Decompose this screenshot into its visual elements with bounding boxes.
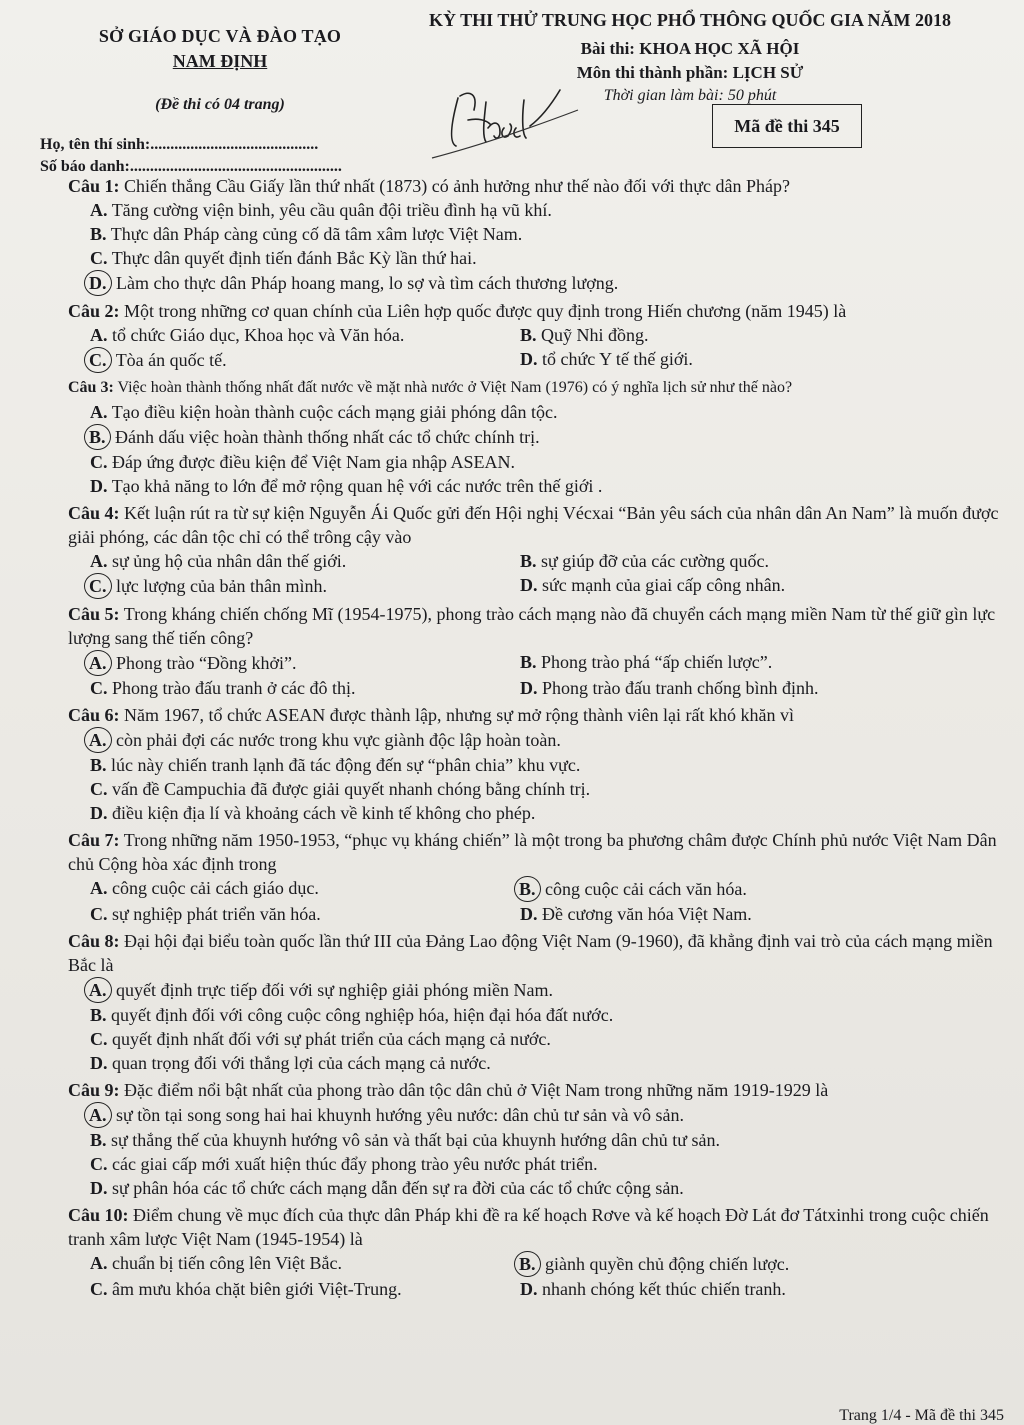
option-d: D. sự phân hóa các tổ chức cách mạng dẫn đến sự ra đời của các tổ chức cộng sản. — [90, 1178, 684, 1198]
option-b: B. Quỹ Nhi đồng. — [520, 325, 649, 345]
option-b: B. quyết định đối với công cuộc công nghiệp hóa, hiện đại hóa đất nước. — [90, 1005, 614, 1025]
question-number: Câu 2: — [68, 301, 120, 321]
exam-code: Mã đề thi 345 — [734, 115, 840, 136]
option-c: C. quyết định nhất đối với sự phát triển của cách mạng cả nước. — [90, 1029, 551, 1049]
option-b: B. Phong trào phá “ấp chiến lược”. — [520, 652, 773, 672]
question-text: Đại hội đại biểu toàn quốc lần thứ III của Đảng Lao động Việt Nam (9-1960), đã khẳng định vai trò của cách mạng miền Bắc là — [68, 931, 993, 975]
option-d: D. Phong trào đấu tranh chống bình định. — [520, 678, 819, 698]
option-c: C. Đáp ứng được điều kiện để Việt Nam gia nhập ASEAN. — [90, 452, 516, 472]
option-d: D. Làm cho thực dân Pháp hoang mang, lo sợ và tìm cách thương lượng. — [60, 270, 1000, 296]
page-footer: Trang 1/4 - Mã đề thi 345 — [839, 1407, 1004, 1424]
option-c: C. Phong trào đấu tranh ở các đô thị. — [90, 678, 356, 698]
question-number: Câu 1: — [68, 176, 120, 196]
answer-circle: C. — [84, 573, 112, 599]
option-c: C. sự nghiệp phát triển văn hóa. — [90, 904, 321, 924]
option-d: D. Tạo khả năng to lớn để mở rộng quan hệ với các nước trên thế giới . — [90, 476, 603, 496]
question-5 — [60, 602, 1000, 700]
option-a: A. sự tồn tại song song hai hai khuynh hướng yêu nước: dân chủ tư sản và vô sản. — [60, 1102, 1000, 1128]
option-a: A. tổ chức Giáo dục, Khoa học và Văn hóa. — [90, 325, 405, 345]
option-b: B. giành quyền chủ động chiến lược. — [510, 1251, 940, 1277]
option-a: A. chuẩn bị tiến công lên Việt Bắc. — [90, 1253, 343, 1273]
question-text: Chiến thắng Cầu Giấy lần thứ nhất (1873) có ảnh hưởng như thế nào đối với thực dân Pháp? — [124, 176, 790, 196]
answer-circle: B. — [514, 1251, 541, 1277]
question-number: Câu 4: — [68, 503, 120, 523]
option-c: C. lực lượng của bản thân mình. — [60, 573, 510, 599]
answer-circle: D. — [84, 270, 112, 296]
pages-note: (Đề thi có 04 trang) — [155, 96, 285, 113]
answer-circle: A. — [84, 727, 112, 753]
option-c: C. các giai cấp mới xuất hiện thúc đẩy phong trào yêu nước phát triển. — [90, 1154, 598, 1174]
question-2 — [60, 299, 1000, 373]
province-name: NAM ĐỊNH — [172, 51, 268, 71]
option-d: D. nhanh chóng kết thúc chiến tranh. — [520, 1279, 786, 1299]
question-text: Năm 1967, tổ chức ASEAN được thành lập, nhưng sự mở rộng thành viên lại rất khó khăn vì — [124, 705, 794, 725]
option-a: A. quyết định trực tiếp đối với sự nghiệp giải phóng miền Nam. — [60, 977, 1000, 1003]
exam-code-box — [712, 104, 862, 148]
option-b: B. sự giúp đỡ của các cường quốc. — [520, 551, 769, 571]
option-b: B. sự thắng thế của khuynh hướng vô sản và thất bại của khuynh hướng dân chủ tư sản. — [90, 1130, 720, 1150]
answer-circle: B. — [84, 424, 111, 450]
option-a: A. sự ủng hộ của nhân dân thế giới. — [90, 551, 347, 571]
question-9 — [60, 1078, 1000, 1200]
question-text: Trong kháng chiến chống Mĩ (1954-1975), phong trào cách mạng nào đã chuyển cách mạng miền Nam từ thế giữ gìn lực lượng sang thế tiến công? — [68, 604, 996, 648]
question-text: Điểm chung về mục đích của thực dân Pháp khi đề ra kế hoạch Rơve và kế hoạch Đờ Lát đơ Tátxinhi trong cuộc chiến tranh xâm lược Việt Nam (1945-1954) là — [68, 1205, 989, 1249]
question-8 — [60, 929, 1000, 1075]
option-d: D. Đề cương văn hóa Việt Nam. — [520, 904, 752, 924]
handwritten-signature — [430, 80, 580, 160]
exam-subject: Môn thi thành phần: LỊCH SỬ — [576, 63, 804, 82]
option-a: A. công cuộc cải cách giáo dục. — [90, 878, 319, 898]
exam-paper: Bài thi: KHOA HỌC XÃ HỘI — [580, 39, 800, 58]
question-1 — [60, 174, 1000, 296]
option-b: B. Thực dân Pháp càng củng cố dã tâm xâm lược Việt Nam. — [90, 224, 523, 244]
option-d: D. sức mạnh của giai cấp công nhân. — [520, 575, 786, 595]
option-c: C. Thực dân quyết định tiến đánh Bắc Kỳ lần thứ hai. — [90, 248, 477, 268]
question-text: Kết luận rút ra từ sự kiện Nguyễn Ái Quốc gửi đến Hội nghị Vécxai “Bản yêu sách của nhân dân An Nam” là muốn được giải phóng, các dân tộc chỉ có thể trông cậy vào — [68, 503, 999, 547]
question-text: Một trong những cơ quan chính của Liên hợp quốc được quy định trong Hiến chương (năm 1945) là — [124, 301, 847, 321]
question-text: Trong những năm 1950-1953, “phục vụ kháng chiến” là một trong ba phương châm được Chính phủ nước Việt Nam Dân chủ Cộng hòa xác định trong — [68, 830, 997, 874]
answer-circle: B. — [514, 876, 541, 902]
department-name: SỞ GIÁO DỤC VÀ ĐÀO TẠO — [98, 26, 342, 46]
option-a: A. Tạo điều kiện hoàn thành cuộc cách mạng giải phóng dân tộc. — [90, 402, 558, 422]
option-a: A. Tăng cường viện binh, yêu cầu quân đội triều đình hạ vũ khí. — [90, 200, 552, 220]
question-text: Việc hoàn thành thống nhất đất nước về mặt nhà nước ở Việt Nam (1976) có ý nghĩa lịch sử như thế nào? — [117, 379, 793, 396]
option-b: B. Đánh dấu việc hoàn thành thống nhất các tổ chức chính trị. — [60, 424, 1000, 450]
question-3 — [60, 376, 1000, 498]
option-d: D. tổ chức Y tế thế giới. — [520, 349, 693, 369]
exam-title: KỲ THI THỬ TRUNG HỌC PHỔ THÔNG QUỐC GIA NĂM 2018 — [428, 10, 952, 30]
header-left — [60, 26, 380, 114]
question-6 — [60, 703, 1000, 825]
option-b: B. lúc này chiến tranh lạnh đã tác động đến sự “phân chia” khu vực. — [90, 755, 581, 775]
answer-circle: A. — [84, 977, 112, 1003]
question-4 — [60, 501, 1000, 599]
option-b: B. công cuộc cải cách văn hóa. — [510, 876, 940, 902]
option-c: C. âm mưu khóa chặt biên giới Việt-Trung. — [90, 1279, 402, 1299]
candidate-name-field: Họ, tên thí sinh:.......................................... — [40, 136, 319, 153]
question-number: Câu 9: — [68, 1080, 120, 1100]
exam-duration: Thời gian làm bài: 50 phút — [603, 87, 777, 104]
candidate-info — [40, 134, 342, 178]
option-a: A. còn phải đợi các nước trong khu vực giành độc lập hoàn toàn. — [60, 727, 1000, 753]
question-list — [60, 174, 1000, 1304]
question-number: Câu 8: — [68, 931, 120, 951]
question-number: Câu 7: — [68, 830, 120, 850]
answer-circle: A. — [84, 1102, 112, 1128]
answer-circle: A. — [84, 650, 112, 676]
question-7 — [60, 828, 1000, 926]
answer-circle: C. — [84, 347, 112, 373]
question-number: Câu 6: — [68, 705, 120, 725]
option-c: C. vấn đề Campuchia đã được giải quyết nhanh chóng bằng chính trị. — [90, 779, 591, 799]
question-text: Đặc điểm nổi bật nhất của phong trào dân tộc dân chủ ở Việt Nam trong những năm 1919-1929 là — [124, 1080, 829, 1100]
question-number: Câu 10: — [68, 1205, 129, 1225]
question-10 — [60, 1203, 1000, 1301]
option-c: C. Tòa án quốc tế. — [60, 347, 510, 373]
option-a: A. Phong trào “Đồng khởi”. — [60, 650, 510, 676]
candidate-id-field: Số báo danh:..................................................... — [40, 158, 342, 175]
option-d: D. điều kiện địa lí và khoảng cách về kinh tế không cho phép. — [90, 803, 536, 823]
question-number: Câu 5: — [68, 604, 120, 624]
question-number: Câu 3: — [68, 379, 114, 396]
option-d: D. quan trọng đối với thắng lợi của cách mạng cả nước. — [90, 1053, 491, 1073]
